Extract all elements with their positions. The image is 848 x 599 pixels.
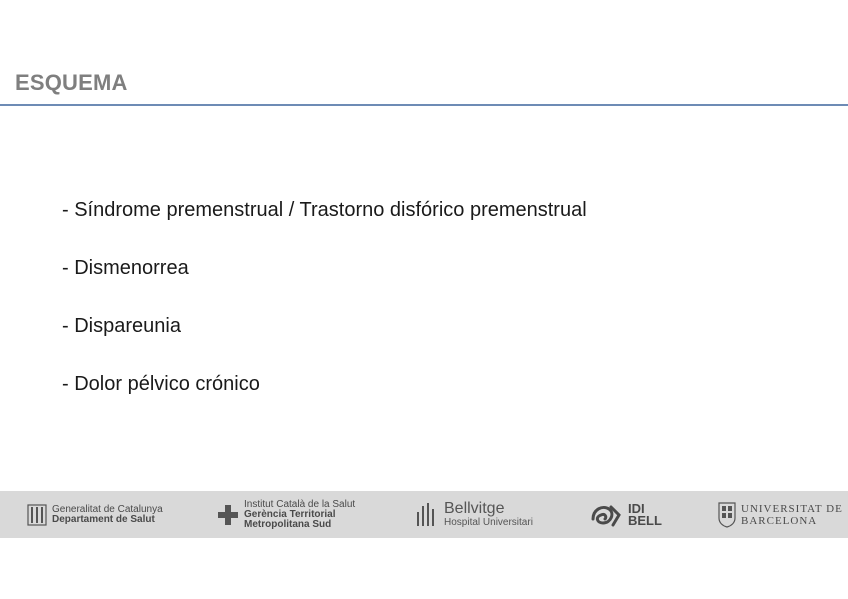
bullet-item: - Dolor pélvico crónico: [62, 373, 260, 395]
bullet-item: - Dismenorrea: [62, 257, 189, 279]
footer-logo-band: [0, 491, 848, 538]
bellvitge-line1: Bellvitge: [444, 500, 505, 517]
idibell-line1: IDI: [628, 500, 645, 516]
gencat-line1: Generalitat de Catalunya: [52, 503, 163, 515]
idibell-emblem-icon: [589, 501, 623, 529]
ics-cross-icon: [217, 504, 239, 526]
ub-line1: UNIVERSITAT DE: [741, 502, 843, 515]
bullet-item: - Síndrome premenstrual / Trastorno disfórico premenstrual: [62, 199, 587, 221]
ub-logo: [718, 491, 843, 538]
gencat-emblem-icon: [27, 504, 47, 526]
bullet-item: - Dispareunia: [62, 315, 181, 337]
bellvitge-bars-icon: [415, 502, 439, 528]
idibell-line2: BELL: [628, 512, 662, 528]
gencat-line2: Departament de Salut: [52, 513, 155, 525]
ics-line2: Gerència Territorial: [244, 508, 336, 520]
ub-line2: BARCELONA: [741, 514, 818, 527]
gencat-logo: [27, 491, 163, 538]
bullet-list: [62, 196, 587, 428]
ics-line1: Institut Català de la Salut: [244, 498, 356, 510]
slide-title: ESQUEMA: [15, 70, 128, 95]
ics-line3: Metropolitana Sud: [244, 518, 332, 530]
bellvitge-logo: [415, 491, 533, 538]
title-divider: [0, 104, 848, 106]
ics-logo: [217, 491, 355, 538]
ub-shield-icon: [718, 502, 736, 528]
idibell-logo: [589, 491, 662, 538]
bellvitge-line2: Hospital Universitari: [444, 517, 533, 528]
